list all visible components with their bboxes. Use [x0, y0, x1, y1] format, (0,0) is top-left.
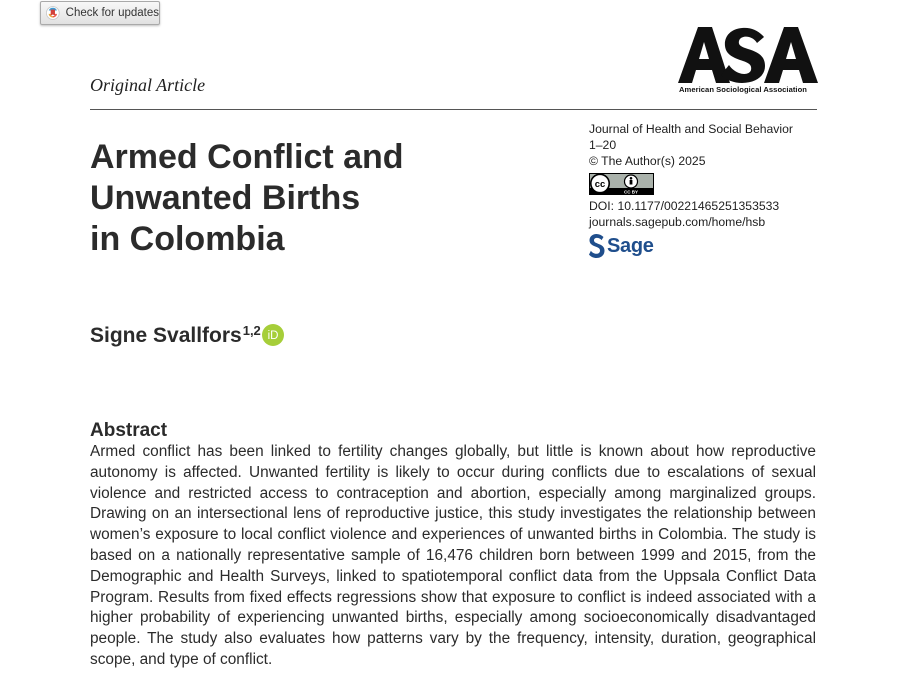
title-line-1: Armed Conflict and — [90, 138, 404, 176]
journal-name: Journal of Health and Social Behavior — [589, 122, 793, 136]
title-line-3: in Colombia — [90, 220, 285, 258]
asa-logo-subtitle: American Sociological Association — [679, 85, 807, 94]
journal-url-link[interactable]: journals.sagepub.com/home/hsb — [589, 215, 766, 229]
abstract-heading: Abstract — [90, 420, 168, 441]
check-for-updates-button[interactable] — [40, 1, 160, 25]
crossmark-icon — [46, 5, 60, 21]
title-line-2: Unwanted Births — [90, 179, 361, 217]
sage-s-icon — [589, 234, 605, 258]
check-for-updates-label: Check for updates — [65, 7, 159, 19]
journal-info — [589, 121, 793, 169]
author-affiliations: 1,2 — [242, 323, 261, 338]
orcid-label: iD — [267, 330, 279, 343]
abstract-text: Armed conflict has been linked to fertility changes globally, but little is known about how reproductive autonomy is affected. Unwanted fertility is likely to occur during conflicts due to escalations of sexual violence and restricted access to contraception and abortion, especially among marginalized groups. Drawing on an intersectional lens of reproductive justice, this study investigates the relationship between women’s exposure to local conflict violence and experiences of unwanted births in Colombia. The study is based on a nationally representative sample of 16,476 children born between 1999 and 2015, from the Demographic and Health Surveys, linked to spatiotemporal conflict data from the Uppsala Conflict Data Program. Results from fixed effects regressions show that exposure to conflict is indeed associated with a higher probability of experiencing unwanted births, especially among socioeconomically disadvantaged people. The study also evaluates how patterns vary by the frequency, intensity, duration, geographical scope, and type of conflict. — [90, 443, 816, 668]
doi-block — [589, 198, 779, 230]
copyright: © The Author(s) 2025 — [589, 154, 706, 168]
asa-logo-mark — [678, 27, 818, 83]
article-title — [90, 137, 510, 260]
page-range: 1–20 — [589, 138, 617, 152]
orcid-icon[interactable] — [262, 324, 284, 346]
article-type: Original Article — [90, 75, 206, 95]
svg-text:cc: cc — [594, 179, 606, 190]
cc-by-label: CC BY — [623, 189, 639, 195]
sage-logo-text: Sage — [607, 234, 654, 257]
author-name: Signe Svallfors — [90, 324, 242, 347]
sage-logo — [589, 233, 654, 259]
header-divider — [90, 109, 817, 110]
doi-link[interactable]: DOI: 10.1177/00221465251353533 — [589, 199, 780, 213]
asa-logo — [678, 27, 818, 97]
cc-by-license-badge[interactable] — [589, 173, 654, 195]
author-line — [90, 324, 284, 348]
